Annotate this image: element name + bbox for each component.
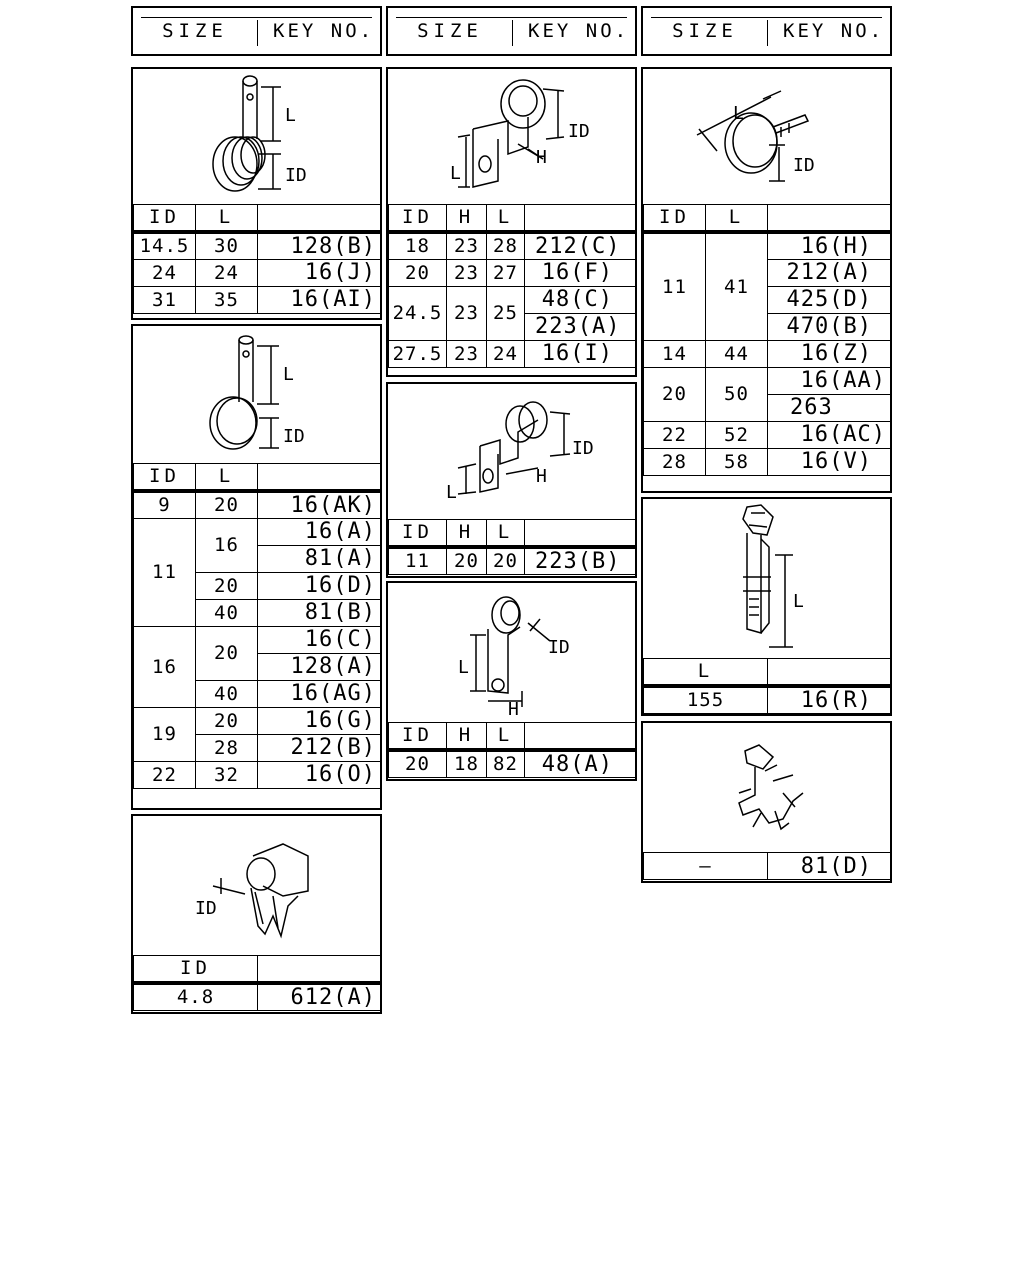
table-header-row: [389, 205, 636, 232]
cell-h: 23: [447, 259, 487, 286]
dim-label-id: ID: [283, 426, 305, 447]
header-box-2: [386, 6, 637, 56]
cell-l: 40: [196, 599, 258, 626]
cell-id: 14.5: [134, 232, 196, 260]
cell-id: 24: [134, 259, 196, 286]
table-row: [134, 491, 381, 519]
key-no-header: KEY NO.: [528, 20, 630, 42]
col-key: [525, 205, 636, 232]
cell-id: 18: [389, 232, 447, 260]
clip-d-figure: [388, 69, 635, 205]
cell-id: 4.8: [134, 983, 258, 1011]
dim-label-l: L: [458, 657, 469, 678]
cell-key: 612(A): [258, 983, 381, 1011]
dim-label-l: L: [733, 103, 744, 124]
table-row: [134, 518, 381, 545]
table-row: [644, 232, 891, 260]
long-bracket-clip-illustration: [388, 583, 635, 721]
col-l: L: [487, 520, 525, 547]
cell-h: 20: [447, 547, 487, 575]
table-row: [389, 547, 636, 575]
table-row: [644, 421, 891, 448]
cell-id: 22: [134, 761, 196, 788]
band-clamp-figure: [643, 69, 890, 205]
col-l: L: [644, 659, 768, 686]
cell-key: 16(D): [258, 572, 381, 599]
cable-tie-figure: [643, 499, 890, 659]
header-box-1: [131, 6, 382, 56]
col-id: ID: [134, 956, 258, 983]
cell-key: 263: [768, 394, 891, 421]
cell-key: 128(A): [258, 653, 381, 680]
cell-size: —: [644, 853, 768, 880]
col-key: [525, 520, 636, 547]
cell-key: 16(AG): [258, 680, 381, 707]
dim-label-l: L: [450, 163, 461, 184]
cable-tie-panel: [641, 497, 892, 716]
table-row: [389, 750, 636, 778]
cell-h: 23: [447, 340, 487, 367]
clip-d-panel: [386, 67, 637, 377]
table-header-row: [134, 205, 381, 232]
header-divider: [767, 20, 768, 46]
cell-id: 16: [134, 626, 196, 707]
cell-l: 35: [196, 286, 258, 313]
header-rule: [141, 17, 372, 18]
table-row: [134, 983, 381, 1011]
col-h: H: [447, 205, 487, 232]
cell-l: 24: [487, 340, 525, 367]
cell-l: 82: [487, 750, 525, 778]
table-row: [134, 707, 381, 734]
col-id: ID: [134, 205, 196, 232]
cell-key: 223(B): [525, 547, 636, 575]
cell-key: 81(A): [258, 545, 381, 572]
col-l: L: [196, 205, 258, 232]
key-no-header: KEY NO.: [273, 20, 375, 42]
cell-id: 11: [134, 518, 196, 626]
cell-key: 16(R): [768, 686, 891, 714]
col-id: ID: [389, 205, 447, 232]
clip-b-figure: [133, 326, 380, 464]
header-rule: [651, 17, 882, 18]
cell-key: 16(V): [768, 448, 891, 475]
col-h: H: [447, 723, 487, 750]
col-key: [258, 464, 381, 491]
table-row: [644, 367, 891, 394]
col-l: L: [196, 464, 258, 491]
dim-label-h: H: [508, 699, 519, 720]
table-row: [389, 340, 636, 367]
clip-f-panel: [386, 581, 637, 781]
cell-key: 212(B): [258, 734, 381, 761]
cell-key: 16(AI): [258, 286, 381, 313]
size-header: SIZE: [417, 20, 483, 42]
table-header-row: [644, 205, 891, 232]
col-key: [258, 205, 381, 232]
table-row: [389, 259, 636, 286]
table-row: [644, 686, 891, 714]
table-header-row: [389, 520, 636, 547]
cell-id: 27.5: [389, 340, 447, 367]
clip-b-table: [133, 463, 381, 789]
dim-label-id: ID: [195, 898, 217, 919]
clip-a-panel: [131, 67, 382, 320]
cell-key: 16(C): [258, 626, 381, 653]
table-header-row: [134, 464, 381, 491]
col-h: H: [447, 520, 487, 547]
table-row: [134, 626, 381, 653]
table-row: [644, 448, 891, 475]
dim-label-l: L: [285, 105, 296, 126]
header-rule: [396, 17, 627, 18]
clip-a-figure: [133, 69, 380, 205]
cell-key: 223(A): [525, 313, 636, 340]
table-header-row: [134, 956, 381, 983]
dim-label-l: L: [793, 591, 804, 612]
cell-l: 16: [196, 518, 258, 572]
table-row: [644, 853, 891, 880]
header-box-3: [641, 6, 892, 56]
dim-label-l: L: [446, 482, 457, 503]
cell-id: 11: [644, 232, 706, 341]
cell-l: 27: [487, 259, 525, 286]
size-header: SIZE: [162, 20, 228, 42]
loop-clip-illustration: [133, 326, 380, 464]
cell-key: 48(C): [525, 286, 636, 313]
bracket-clip-illustration: [388, 69, 635, 205]
col-id: ID: [134, 464, 196, 491]
col-id: ID: [389, 520, 447, 547]
cell-l: 44: [706, 340, 768, 367]
table-header-row: [644, 659, 891, 686]
table-row: [389, 286, 636, 313]
cell-h: 23: [447, 232, 487, 260]
cell-l: 20: [196, 626, 258, 680]
cable-tie-illustration: [643, 499, 890, 659]
holder-clip-table: [643, 852, 891, 880]
clip-e-figure: [388, 384, 635, 520]
cell-l: 41: [706, 232, 768, 341]
cell-key: 16(AA): [768, 367, 891, 394]
col-id: ID: [389, 723, 447, 750]
cell-id: 28: [644, 448, 706, 475]
key-no-header: KEY NO.: [783, 20, 885, 42]
table-row: [134, 232, 381, 260]
col-id: ID: [644, 205, 706, 232]
clip-b-panel: [131, 324, 382, 810]
offset-clip-illustration: [388, 384, 635, 520]
cell-id: 20: [644, 367, 706, 421]
cell-l: 58: [706, 448, 768, 475]
clip-e-panel: [386, 382, 637, 578]
clip-f-table: [388, 722, 636, 778]
cell-l: 20: [487, 547, 525, 575]
col-key: [768, 205, 891, 232]
clip-f-figure: [388, 583, 635, 721]
cell-key: 16(J): [258, 259, 381, 286]
cell-l: 20: [196, 707, 258, 734]
band-clamp-illustration: [643, 69, 890, 205]
cell-l: 50: [706, 367, 768, 421]
cell-id: 19: [134, 707, 196, 761]
cell-key: 128(B): [258, 232, 381, 260]
cell-l: 25: [487, 286, 525, 340]
cell-id: 20: [389, 259, 447, 286]
clip-c-panel: [131, 814, 382, 1014]
clip-a-table: [133, 204, 381, 314]
holder-clip-figure: [643, 723, 890, 853]
cell-key: 16(AC): [768, 421, 891, 448]
table-row: [134, 761, 381, 788]
cell-l: 52: [706, 421, 768, 448]
table-row: [389, 232, 636, 260]
col-l: L: [487, 205, 525, 232]
col-key: [768, 659, 891, 686]
cell-h: 23: [447, 286, 487, 340]
clip-c-figure: [133, 816, 380, 956]
dim-label-h: H: [536, 466, 547, 487]
cell-l: 20: [196, 491, 258, 519]
cell-h: 18: [447, 750, 487, 778]
size-header: SIZE: [672, 20, 738, 42]
cell-key: 16(AK): [258, 491, 381, 519]
band-clamp-table: [643, 204, 891, 476]
cell-key: 470(B): [768, 313, 891, 340]
cell-key: 16(O): [258, 761, 381, 788]
table-row: [644, 340, 891, 367]
spiral-clip-illustration: [133, 69, 380, 205]
dim-label-h: H: [536, 147, 547, 168]
col-key: [525, 723, 636, 750]
cell-key: 425(D): [768, 286, 891, 313]
dim-label-id: ID: [568, 121, 590, 142]
cell-l: 155: [644, 686, 768, 714]
cell-key: 16(A): [258, 518, 381, 545]
cell-key: 16(H): [768, 232, 891, 260]
cell-key: 48(A): [525, 750, 636, 778]
dim-label-id: ID: [572, 438, 594, 459]
cell-l: 30: [196, 232, 258, 260]
header-divider: [512, 20, 513, 46]
dim-label-id: ID: [285, 165, 307, 186]
cell-id: 24.5: [389, 286, 447, 340]
cell-id: 20: [389, 750, 447, 778]
cell-l: 24: [196, 259, 258, 286]
cell-key: 16(G): [258, 707, 381, 734]
holder-clip-panel: [641, 721, 892, 883]
table-row: [134, 286, 381, 313]
clip-e-table: [388, 519, 636, 575]
cell-id: 22: [644, 421, 706, 448]
col-l: L: [487, 723, 525, 750]
cell-key: 81(D): [768, 853, 891, 880]
table-row: [134, 259, 381, 286]
cell-id: 11: [389, 547, 447, 575]
cell-key: 16(F): [525, 259, 636, 286]
cell-l: 40: [196, 680, 258, 707]
band-clamp-panel: [641, 67, 892, 493]
cell-id: 14: [644, 340, 706, 367]
cell-l: 28: [487, 232, 525, 260]
dim-label-id: ID: [548, 637, 570, 658]
cell-key: 212(C): [525, 232, 636, 260]
cell-id: 31: [134, 286, 196, 313]
push-clip-illustration: [133, 816, 380, 956]
col-l: L: [706, 205, 768, 232]
clip-c-table: [133, 955, 381, 1011]
cell-l: 28: [196, 734, 258, 761]
clip-d-table: [388, 204, 636, 368]
cell-id: 9: [134, 491, 196, 519]
cell-l: 20: [196, 572, 258, 599]
col-key: [258, 956, 381, 983]
dim-label-id: ID: [793, 155, 815, 176]
cell-key: 81(B): [258, 599, 381, 626]
holder-clip-illustration: [643, 723, 890, 853]
cable-tie-table: [643, 658, 891, 714]
cell-key: 212(A): [768, 259, 891, 286]
cell-l: 32: [196, 761, 258, 788]
table-header-row: [389, 723, 636, 750]
dim-label-l: L: [283, 364, 294, 385]
cell-key: 16(Z): [768, 340, 891, 367]
cell-key: 16(I): [525, 340, 636, 367]
header-divider: [257, 20, 258, 46]
